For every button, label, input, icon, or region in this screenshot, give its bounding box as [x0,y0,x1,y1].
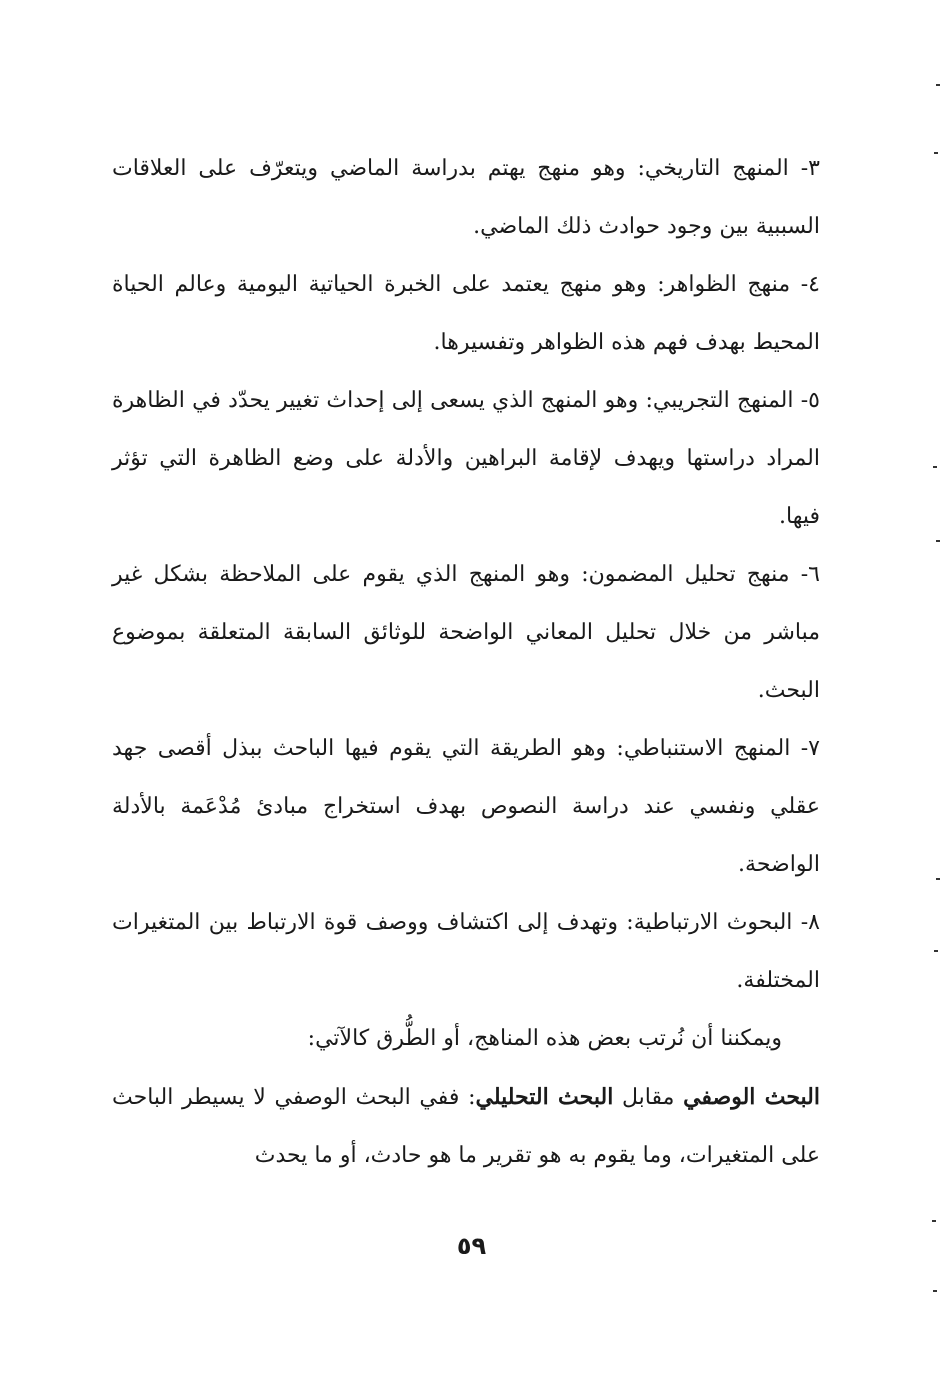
page-number: ٥٩ [456,1232,487,1260]
scan-mark [933,1290,937,1292]
paragraph-correlational-research: ٨- البحوث الارتباطية: وتهدف إلى اكتشاف ووصف قوة الارتباط بين المتغيرات المختلفة. [112,910,820,993]
scan-mark [936,84,940,86]
scan-mark [933,466,937,468]
paragraph-deductive-method: ٧- المنهج الاستنباطي: وهو الطريقة التي يقوم فيها الباحث ببذل أقصى جهد عقلي ونفسي عند دراسة النصوص بهدف استخراج مبادئ مُدْعَمة بالأدلة الواضحة. [112,736,820,877]
paragraph-descriptive-vs-analytical [112,1068,820,1185]
scan-mark [932,1220,936,1222]
term-analytical-research: البحث التحليلي [475,1084,614,1110]
scan-mark [934,152,938,154]
paragraph-experimental-method: ٥- المنهج التجريبي: وهو المنهج الذي يسعى إلى إحداث تغيير يحدّد في الظاهرة المراد دراستها ويهدف لإقامة البراهين والأدلة على وضع الظاهرة التي تؤثر فيها. [112,388,820,529]
scan-mark [936,540,940,542]
paragraph-content-analysis-method: ٦- منهج تحليل المضمون: وهو المنهج الذي يقوم على الملاحظة بشكل غير مباشر من خلال تحليل المعاني الواضحة للوثائق السابقة المتعلقة بموضوع البحث. [112,562,820,703]
scan-mark [934,950,938,952]
paragraph-phenomena-method: ٤- منهج الظواهر: وهو منهج يعتمد على الخبرة الحياتية اليومية وعالم الحياة المحيط بهدف فهم هذه الظواهر وتفسيرها. [112,272,820,355]
text-descriptive-explanation: : ففي البحث الوصفي لا يسيطر الباحث على المتغيرات، وما يقوم به هو تقرير ما هو حادث، أو ما يحدث [112,1085,820,1168]
paragraph-ordering-intro: ويمكننا أن نُرتب بعض هذه المناهج، أو الطُّرق كالآتي: [307,1026,782,1051]
term-descriptive-research: البحث الوصفي [683,1084,820,1110]
scan-mark [936,878,940,880]
paragraph-historical-method: ٣- المنهج التاريخي: وهو منهج يهتم بدراسة الماضي ويتعرّف على العلاقات السببية بين وجود حوادث ذلك الماضي. [112,156,820,239]
text-versus: مقابل [613,1085,684,1110]
page-body [112,140,820,1185]
